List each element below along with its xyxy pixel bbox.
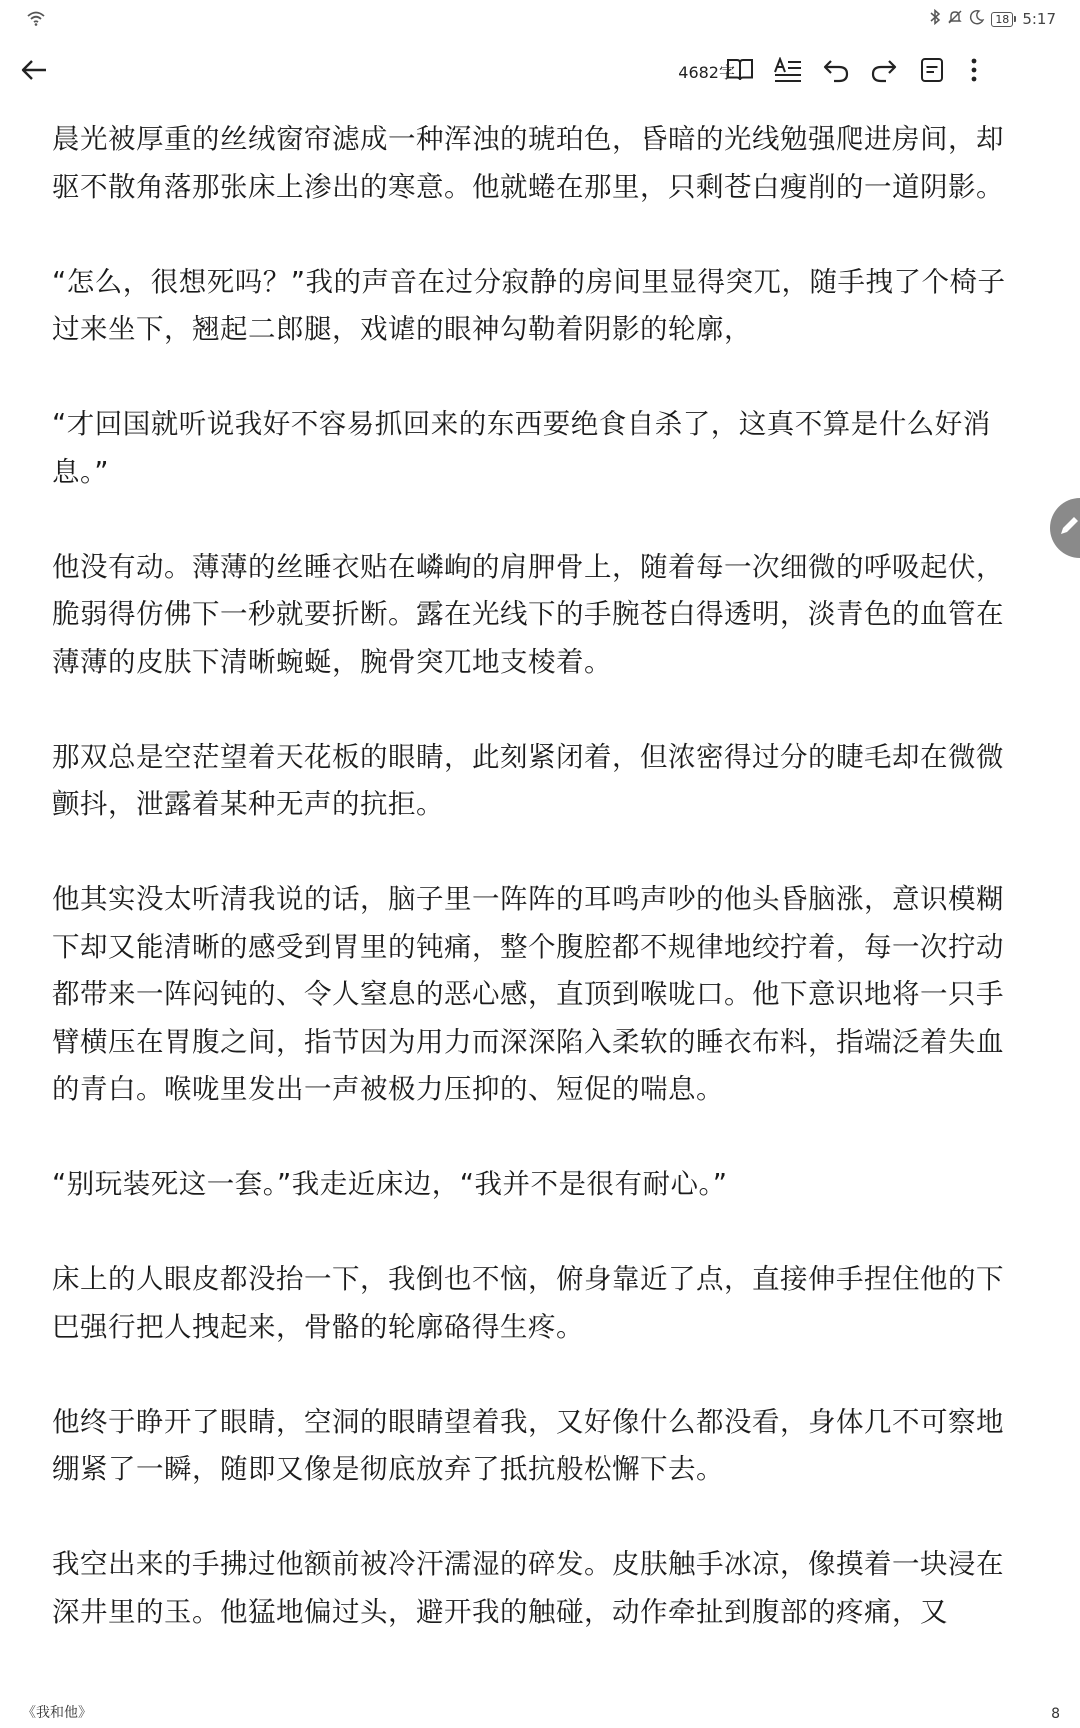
paragraph: 我空出来的手拂过他额前被冷汗濡湿的碎发。皮肤触手冰凉，像摸着一块浸在深井里的玉。他猛地偏过头，避开我的触碰，动作牵扯到腹部的疼痛，又 — [52, 1548, 1004, 1628]
reader-toolbar — [0, 42, 1080, 100]
pencil-icon — [1057, 514, 1080, 542]
moon-icon — [969, 9, 985, 29]
paragraph: 那双总是空茫望着天花板的眼睛，此刻紧闭着，但浓密得过分的睫毛却在微微颤抖，泄露着某种无声的抗拒。 — [52, 740, 1004, 820]
page-number: 8 — [1051, 1706, 1060, 1722]
status-bar — [0, 0, 1080, 40]
chapter-text — [52, 116, 1027, 1684]
mute-icon — [947, 9, 963, 29]
footer-bar — [0, 1698, 1080, 1728]
text-format-icon[interactable] — [770, 52, 806, 88]
paragraph: 晨光被厚重的丝绒窗帘滤成一种浑浊的琥珀色，昏暗的光线勉强爬进房间，却驱不散角落那张床上渗出的寒意。他就蜷在那里，只剩苍白瘦削的一道阴影。 — [52, 123, 1004, 203]
paragraph: 他其实没太听清我说的话，脑子里一阵阵的耳鸣声吵的他头昏脑涨，意识模糊下却又能清晰的感受到胃里的钝痛，整个腹腔都不规律地绞拧着，每一次拧动都带来一阵闷钝的、令人窒息的恶心感，直顶到喉咙口。他下意识地将一只手臂横压在胃腹之间，指节因为用力而深深陷入柔软的睡衣布料，指端泛着失血的青白。喉咙里发出一声被极力压抑的、短促的喘息。 — [52, 883, 1004, 1105]
paragraph: “才回国就听说我好不容易抓回来的东西要绝食自杀了，这真不算是什么好消息。” — [52, 408, 991, 488]
book-title: 《我和他》 — [22, 1705, 92, 1721]
battery-level: 18 — [991, 12, 1013, 27]
edit-pencil-button[interactable] — [1050, 498, 1080, 558]
paragraph: 他没有动。薄薄的丝睡衣贴在嶙峋的肩胛骨上，随着每一次细微的呼吸起伏，脆弱得仿佛下一秒就要折断。露在光线下的手腕苍白得透明，淡青色的血管在薄薄的皮肤下清晰蜿蜒，腕骨突兀地支棱着。 — [52, 550, 1004, 678]
bluetooth-icon — [929, 9, 941, 29]
paragraph: 床上的人眼皮都没抬一下，我倒也不恼，俯身靠近了点，直接伸手捏住他的下巴强行把人拽起来，骨骼的轮廓硌得生疼。 — [52, 1263, 1004, 1343]
redo-icon[interactable] — [866, 52, 902, 88]
clock: 5:17 — [1022, 10, 1056, 28]
status-indicators — [929, 9, 1056, 29]
back-arrow-icon[interactable] — [14, 50, 54, 90]
wifi-icon — [26, 10, 46, 30]
word-count: 4682字 — [678, 63, 735, 82]
undo-icon[interactable] — [818, 52, 854, 88]
paragraph: 他终于睁开了眼睛，空洞的眼睛望着我，又好像什么都没看，身体几不可察地绷紧了一瞬，随即又像是彻底放弃了抵抗般松懈下去。 — [52, 1405, 1004, 1485]
book-icon[interactable] — [722, 52, 758, 88]
battery-icon — [991, 12, 1016, 27]
more-icon[interactable] — [956, 52, 992, 88]
note-icon[interactable] — [914, 52, 950, 88]
paragraph: “别玩装死这一套。”我走近床边，“我并不是很有耐心。” — [52, 1168, 728, 1200]
paragraph: “怎么，很想死吗？”我的声音在过分寂静的房间里显得突兀，随手拽了个椅子过来坐下，翘起二郎腿，戏谑的眼神勾勒着阴影的轮廓， — [52, 265, 1006, 345]
